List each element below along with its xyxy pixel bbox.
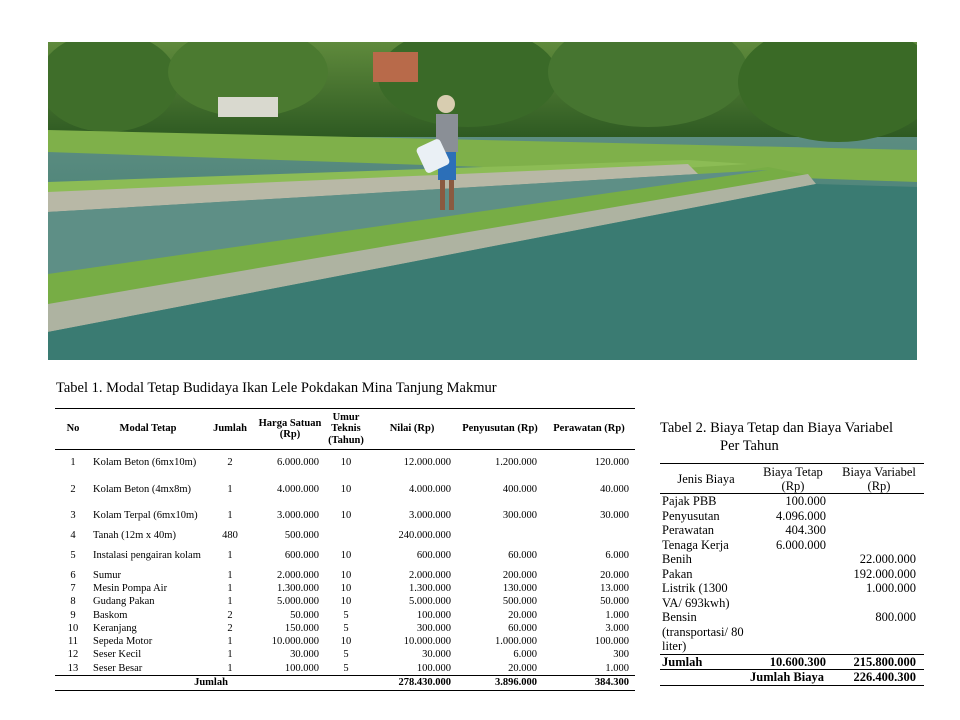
fixed-capital-table	[55, 408, 635, 691]
cell-item: Sumur	[93, 569, 122, 581]
cell-variable-cost	[834, 494, 924, 509]
cell-price: 30.000	[290, 649, 319, 661]
cell-maintenance: 30.000	[600, 510, 629, 521]
cell-variable-cost	[834, 538, 924, 553]
table-row	[55, 503, 635, 530]
cell-cost-type: Penyusutan	[662, 508, 720, 523]
cell-no: 6	[70, 569, 76, 581]
header-variable-cost: Biaya Variabel (Rp)	[842, 464, 916, 493]
cell-variable-cost	[834, 523, 924, 538]
cell-item: Seser Kecil	[93, 649, 142, 661]
table-row	[660, 610, 924, 654]
cell-maintenance: 100.000	[594, 636, 629, 648]
cell-no: 4	[70, 529, 76, 541]
cell-qty: 1	[227, 569, 233, 581]
cell-item: Mesin Pompa Air	[93, 582, 168, 594]
cell-item: Instalasi pengairan kolam	[93, 549, 201, 561]
cell-depreciation: 1.000.000	[495, 636, 537, 648]
cell-fixed-cost	[752, 581, 834, 610]
cell-maintenance	[543, 529, 635, 542]
cell-no: 3	[70, 510, 76, 521]
cell-maintenance: 1.000	[605, 662, 629, 674]
table-row	[55, 595, 635, 608]
cell-value: 240.000.000	[398, 529, 451, 541]
table-row	[55, 582, 635, 595]
cell-qty: 1	[227, 662, 233, 674]
cell-value: 600.000	[416, 549, 451, 561]
cell-value: 5.000.000	[409, 596, 451, 608]
table-row	[55, 622, 635, 635]
cell-price: 1.300.000	[277, 582, 319, 594]
cell-depreciation: 400.000	[502, 483, 537, 495]
grand-total-value: 226.400.300	[853, 670, 916, 684]
table-row	[55, 662, 635, 675]
table-row	[55, 609, 635, 622]
cell-qty: 1	[227, 510, 233, 521]
cell-fixed-cost	[752, 567, 834, 582]
cell-fixed-cost	[752, 552, 834, 567]
cell-cost-type: Pakan	[662, 566, 693, 581]
header-price: Harga Satuan (Rp)	[258, 417, 322, 440]
cell-variable-cost: 1.000.000	[866, 581, 916, 595]
cell-life: 5	[343, 622, 349, 634]
cell-maintenance: 120.000	[594, 457, 629, 469]
cell-price: 5.000.000	[277, 596, 319, 608]
cell-qty: 1	[227, 582, 233, 594]
table1-caption: Tabel 1. Modal Tetap Budidaya Ikan Lele Pokdakan Mina Tanjung Makmur	[56, 380, 497, 396]
fish-pond-photo	[48, 42, 917, 360]
cell-qty: 1	[227, 636, 233, 648]
cell-qty: 1	[227, 596, 233, 608]
cell-life: 5	[343, 649, 349, 661]
table-row	[660, 523, 924, 538]
total-label: Jumlah	[194, 676, 228, 688]
header-depreciation: Penyusutan (Rp)	[462, 423, 538, 435]
cell-qty: 2	[227, 609, 233, 621]
cell-value: 100.000	[416, 662, 451, 674]
cell-cost-type: Benih	[662, 552, 692, 566]
cell-life: 10	[340, 483, 352, 495]
cell-price: 100.000	[284, 662, 319, 674]
cell-no: 7	[70, 582, 76, 594]
cell-price: 3.000.000	[277, 510, 319, 521]
cell-item: Keranjang	[93, 622, 137, 634]
table-row	[660, 581, 924, 610]
table2-total-row	[660, 654, 924, 670]
cell-qty: 1	[227, 483, 233, 495]
cell-depreciation: 20.000	[508, 662, 537, 674]
cell-life: 10	[340, 582, 352, 594]
cell-no: 5	[70, 549, 76, 561]
table-row	[55, 476, 635, 503]
total-depreciation: 3.896.000	[495, 676, 537, 688]
cell-variable-cost: 800.000	[875, 610, 916, 624]
header-maintenance: Perawatan (Rp)	[553, 423, 625, 435]
cell-life: 10	[340, 549, 352, 561]
cell-depreciation: 60.000	[508, 622, 537, 634]
table-row	[55, 450, 635, 477]
total-variable-cost: 215.800.000	[853, 654, 916, 669]
cell-item: Kolam Terpal (6mx10m)	[93, 510, 198, 521]
total-label: Jumlah	[662, 654, 703, 669]
header-value: Nilai (Rp)	[389, 423, 435, 435]
cell-maintenance: 40.000	[600, 483, 629, 495]
cell-life: 5	[343, 662, 349, 674]
cost-table	[660, 463, 924, 686]
header-cost-type: Jenis Biaya	[677, 471, 735, 486]
cell-fixed-cost	[752, 610, 834, 654]
cell-depreciation: 1.200.000	[495, 457, 537, 469]
cell-no: 1	[70, 457, 76, 469]
cell-value: 12.000.000	[403, 457, 451, 469]
cell-qty: 2	[227, 457, 233, 469]
cell-variable-cost: 192.000.000	[853, 566, 916, 581]
cell-depreciation: 200.000	[502, 569, 537, 581]
cell-life: 10	[340, 510, 352, 521]
cell-depreciation: 6.000	[513, 649, 537, 661]
cell-no: 8	[70, 596, 76, 608]
cell-variable-cost	[834, 509, 924, 524]
cell-value: 30.000	[422, 649, 451, 661]
cell-depreciation: 20.000	[508, 609, 537, 621]
table1-total-row	[55, 675, 635, 690]
table2-caption-line2: Per Tahun	[720, 438, 779, 454]
cell-price: 10.000.000	[271, 636, 319, 648]
cell-price: 600.000	[284, 549, 319, 561]
cell-qty: 2	[227, 622, 233, 634]
cell-qty: 480	[222, 529, 238, 541]
cell-no: 10	[67, 622, 79, 634]
cell-life: 10	[340, 457, 352, 469]
cell-no: 9	[70, 609, 76, 621]
cell-maintenance: 50.000	[600, 596, 629, 608]
cell-price: 500.000	[284, 529, 319, 541]
cell-value: 10.000.000	[403, 636, 451, 648]
cell-cost-type: Tenaga Kerja	[662, 537, 729, 552]
table-row	[660, 509, 924, 524]
table-row	[660, 567, 924, 582]
cell-no: 11	[67, 636, 79, 648]
table2-caption-line1: Tabel 2. Biaya Tetap dan Biaya Variabel	[660, 420, 893, 436]
header-qty: Jumlah	[213, 423, 247, 435]
table1-header-row	[55, 409, 635, 450]
cell-life: 10	[340, 596, 352, 608]
cell-price: 6.000.000	[277, 457, 319, 469]
cell-price: 150.000	[284, 622, 319, 634]
cell-cost-type: Perawatan	[662, 523, 715, 537]
total-fixed-cost: 10.600.300	[769, 654, 826, 669]
cell-depreciation: 300.000	[502, 510, 537, 521]
cell-value: 300.000	[416, 622, 451, 634]
cell-value: 3.000.000	[409, 510, 451, 521]
cell-depreciation: 500.000	[502, 596, 537, 608]
cell-fixed-cost: 100.000	[785, 494, 826, 508]
cell-cost-type: Pajak PBB	[662, 494, 717, 508]
cell-price: 50.000	[290, 609, 319, 621]
cell-value: 4.000.000	[409, 483, 451, 495]
cell-life: 10	[340, 569, 352, 581]
table2-caption	[660, 419, 893, 455]
cell-maintenance: 20.000	[600, 569, 629, 581]
cell-item: Seser Besar	[93, 662, 143, 674]
cell-qty: 1	[227, 549, 233, 561]
cell-depreciation: 60.000	[508, 549, 537, 561]
cell-maintenance: 300	[613, 649, 629, 661]
cell-maintenance: 1.000	[605, 609, 629, 621]
cell-value: 1.300.000	[409, 582, 451, 594]
cell-fixed-cost: 404.300	[785, 523, 826, 537]
table-row	[660, 494, 924, 509]
cell-item: Kolam Beton (4mx8m)	[93, 483, 191, 495]
table-row	[55, 542, 635, 569]
cell-no: 12	[67, 649, 79, 661]
cell-depreciation	[457, 529, 543, 542]
table-row	[55, 569, 635, 582]
cell-fixed-cost: 6.000.000	[776, 537, 826, 552]
cell-price: 4.000.000	[277, 483, 319, 495]
cell-life: 5	[343, 609, 349, 621]
cell-maintenance: 13.000	[600, 582, 629, 594]
cell-item: Kolam Beton (6mx10m)	[93, 457, 197, 469]
cell-qty: 1	[227, 649, 233, 661]
cell-maintenance: 6.000	[605, 549, 629, 561]
table-row	[55, 649, 635, 662]
cell-price: 2.000.000	[277, 569, 319, 581]
table-row	[660, 552, 924, 567]
cell-maintenance: 3.000	[605, 622, 629, 634]
table-row	[660, 538, 924, 553]
cell-item: Gudang Pakan	[93, 596, 155, 608]
table-row	[55, 635, 635, 648]
header-fixed-cost: Biaya Tetap (Rp)	[763, 464, 823, 493]
grand-total-label: Jumlah Biaya	[750, 670, 824, 684]
total-value: 278.430.000	[398, 676, 451, 688]
table2-header-row	[660, 464, 924, 494]
total-maintenance: 384.300	[594, 676, 629, 688]
cell-variable-cost: 22.000.000	[859, 552, 916, 566]
cell-life: 10	[340, 636, 352, 648]
cell-item: Baskom	[93, 609, 128, 621]
cell-value: 100.000	[416, 609, 451, 621]
cell-life	[325, 529, 367, 542]
table-row	[55, 529, 635, 542]
header-no: No	[66, 423, 80, 435]
cell-cost-type: Listrik (1300 VA/ 693kwh)	[662, 581, 730, 610]
header-item: Modal Tetap	[119, 423, 177, 435]
table2-grand-total-row	[660, 670, 924, 686]
cell-cost-type: Bensin (transportasi/ 80 liter)	[662, 610, 744, 653]
cell-value: 2.000.000	[409, 569, 451, 581]
cell-fixed-cost: 4.096.000	[776, 508, 826, 523]
cell-item: Sepeda Motor	[93, 636, 153, 648]
cell-depreciation: 130.000	[502, 582, 537, 594]
cell-no: 13	[67, 662, 79, 674]
cell-item: Tanah (12m x 40m)	[93, 529, 176, 541]
cell-no: 2	[70, 483, 76, 495]
header-life: Umur Teknis (Tahun)	[328, 411, 364, 446]
